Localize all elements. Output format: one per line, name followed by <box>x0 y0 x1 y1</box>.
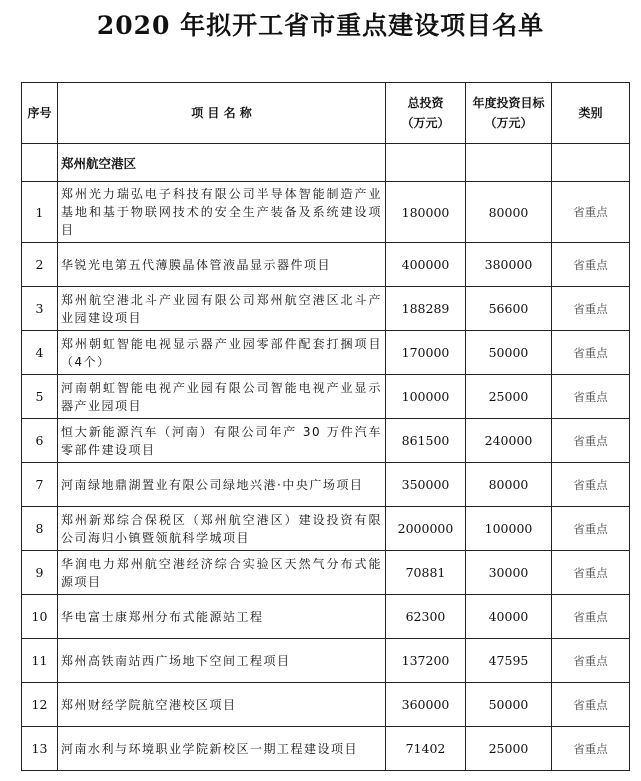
table-row <box>22 463 630 507</box>
row-annual: 80000 <box>466 182 552 243</box>
row-total: 70881 <box>386 551 466 595</box>
row-name: 郑州高铁南站西广场地下空间工程项目 <box>58 639 386 683</box>
row-category: 省重点 <box>552 639 630 683</box>
row-total: 188289 <box>386 287 466 331</box>
header-no: 序号 <box>22 83 58 144</box>
table-row <box>22 375 630 419</box>
row-category: 省重点 <box>552 551 630 595</box>
row-no: 4 <box>22 331 58 375</box>
row-name: 华电富士康郑州分布式能源站工程 <box>58 595 386 639</box>
row-name: 郑州朝虹智能电视显示器产业园零部件配套打捆项目（4个） <box>58 331 386 375</box>
header-annual-label: 年度投资目标 <box>472 96 545 110</box>
row-no: 12 <box>22 683 58 727</box>
row-annual: 25000 <box>466 375 552 419</box>
row-name: 郑州光力瑞弘电子科技有限公司半导体智能制造产业基地和基于物联网技术的安全生产装备及系统建设项目 <box>58 182 386 243</box>
row-total: 170000 <box>386 331 466 375</box>
row-category: 省重点 <box>552 683 630 727</box>
row-annual: 56600 <box>466 287 552 331</box>
row-annual: 240000 <box>466 419 552 463</box>
row-category: 省重点 <box>552 375 630 419</box>
row-category: 省重点 <box>552 727 630 771</box>
table-row <box>22 243 630 287</box>
row-no: 1 <box>22 182 58 243</box>
row-total: 360000 <box>386 683 466 727</box>
header-name: 项 目 名 称 <box>58 83 386 144</box>
table-row <box>22 507 630 551</box>
section-total-cell <box>386 144 466 182</box>
header-total-unit: （万元） <box>401 116 450 130</box>
row-category: 省重点 <box>552 331 630 375</box>
row-category: 省重点 <box>552 243 630 287</box>
row-no: 11 <box>22 639 58 683</box>
row-name: 华润电力郑州航空港经济综合实验区天然气分布式能源项目 <box>58 551 386 595</box>
table-row <box>22 331 630 375</box>
row-annual: 380000 <box>466 243 552 287</box>
row-total: 2000000 <box>386 507 466 551</box>
row-category: 省重点 <box>552 419 630 463</box>
table-row <box>22 287 630 331</box>
row-no: 13 <box>22 727 58 771</box>
row-no: 9 <box>22 551 58 595</box>
row-name: 河南水利与环境职业学院新校区一期工程建设项目 <box>58 727 386 771</box>
row-name: 河南朝虹智能电视产业园有限公司智能电视产业显示器产业园项目 <box>58 375 386 419</box>
row-name: 河南绿地鼎湖置业有限公司绿地兴港·中央广场项目 <box>58 463 386 507</box>
row-total: 861500 <box>386 419 466 463</box>
table-row <box>22 419 630 463</box>
row-total: 350000 <box>386 463 466 507</box>
row-annual: 100000 <box>466 507 552 551</box>
table-row <box>22 639 630 683</box>
section-no-cell <box>22 144 58 182</box>
row-annual: 47595 <box>466 639 552 683</box>
row-total: 180000 <box>386 182 466 243</box>
row-annual: 80000 <box>466 463 552 507</box>
row-total: 100000 <box>386 375 466 419</box>
row-name: 恒大新能源汽车（河南）有限公司年产 30 万件汽车零部件建设项目 <box>58 419 386 463</box>
table-row <box>22 727 630 771</box>
section-label: 郑州航空港区 <box>58 144 386 182</box>
row-name: 郑州航空港北斗产业园有限公司郑州航空港区北斗产业园建设项目 <box>58 287 386 331</box>
section-category-cell <box>552 144 630 182</box>
row-annual: 30000 <box>466 551 552 595</box>
project-table <box>21 82 630 771</box>
section-annual-cell <box>466 144 552 182</box>
header-annual <box>466 83 552 144</box>
row-no: 8 <box>22 507 58 551</box>
row-total: 71402 <box>386 727 466 771</box>
page-title: 2020 年拟开工省市重点建设项目名单 <box>96 11 545 40</box>
header-total <box>386 83 466 144</box>
row-category: 省重点 <box>552 507 630 551</box>
row-annual: 40000 <box>466 595 552 639</box>
table-row <box>22 551 630 595</box>
table-row <box>22 595 630 639</box>
table-header-row <box>22 83 630 144</box>
row-category: 省重点 <box>552 595 630 639</box>
row-no: 5 <box>22 375 58 419</box>
row-annual: 25000 <box>466 727 552 771</box>
header-total-label: 总投资 <box>407 96 444 110</box>
row-total: 62300 <box>386 595 466 639</box>
row-annual: 50000 <box>466 331 552 375</box>
row-category: 省重点 <box>552 182 630 243</box>
row-no: 2 <box>22 243 58 287</box>
row-no: 10 <box>22 595 58 639</box>
row-no: 3 <box>22 287 58 331</box>
row-no: 6 <box>22 419 58 463</box>
table-row <box>22 683 630 727</box>
section-row <box>22 144 630 182</box>
header-annual-unit: （万元） <box>484 116 533 130</box>
row-name: 华锐光电第五代薄膜晶体管液晶显示器件项目 <box>58 243 386 287</box>
row-total: 400000 <box>386 243 466 287</box>
row-name: 郑州新郑综合保税区（郑州航空港区）建设投资有限公司海归小镇暨领航科学城项目 <box>58 507 386 551</box>
row-total: 137200 <box>386 639 466 683</box>
header-category: 类别 <box>552 83 630 144</box>
row-category: 省重点 <box>552 463 630 507</box>
table-row <box>22 182 630 243</box>
row-no: 7 <box>22 463 58 507</box>
row-annual: 50000 <box>466 683 552 727</box>
row-category: 省重点 <box>552 287 630 331</box>
row-name: 郑州财经学院航空港校区项目 <box>58 683 386 727</box>
